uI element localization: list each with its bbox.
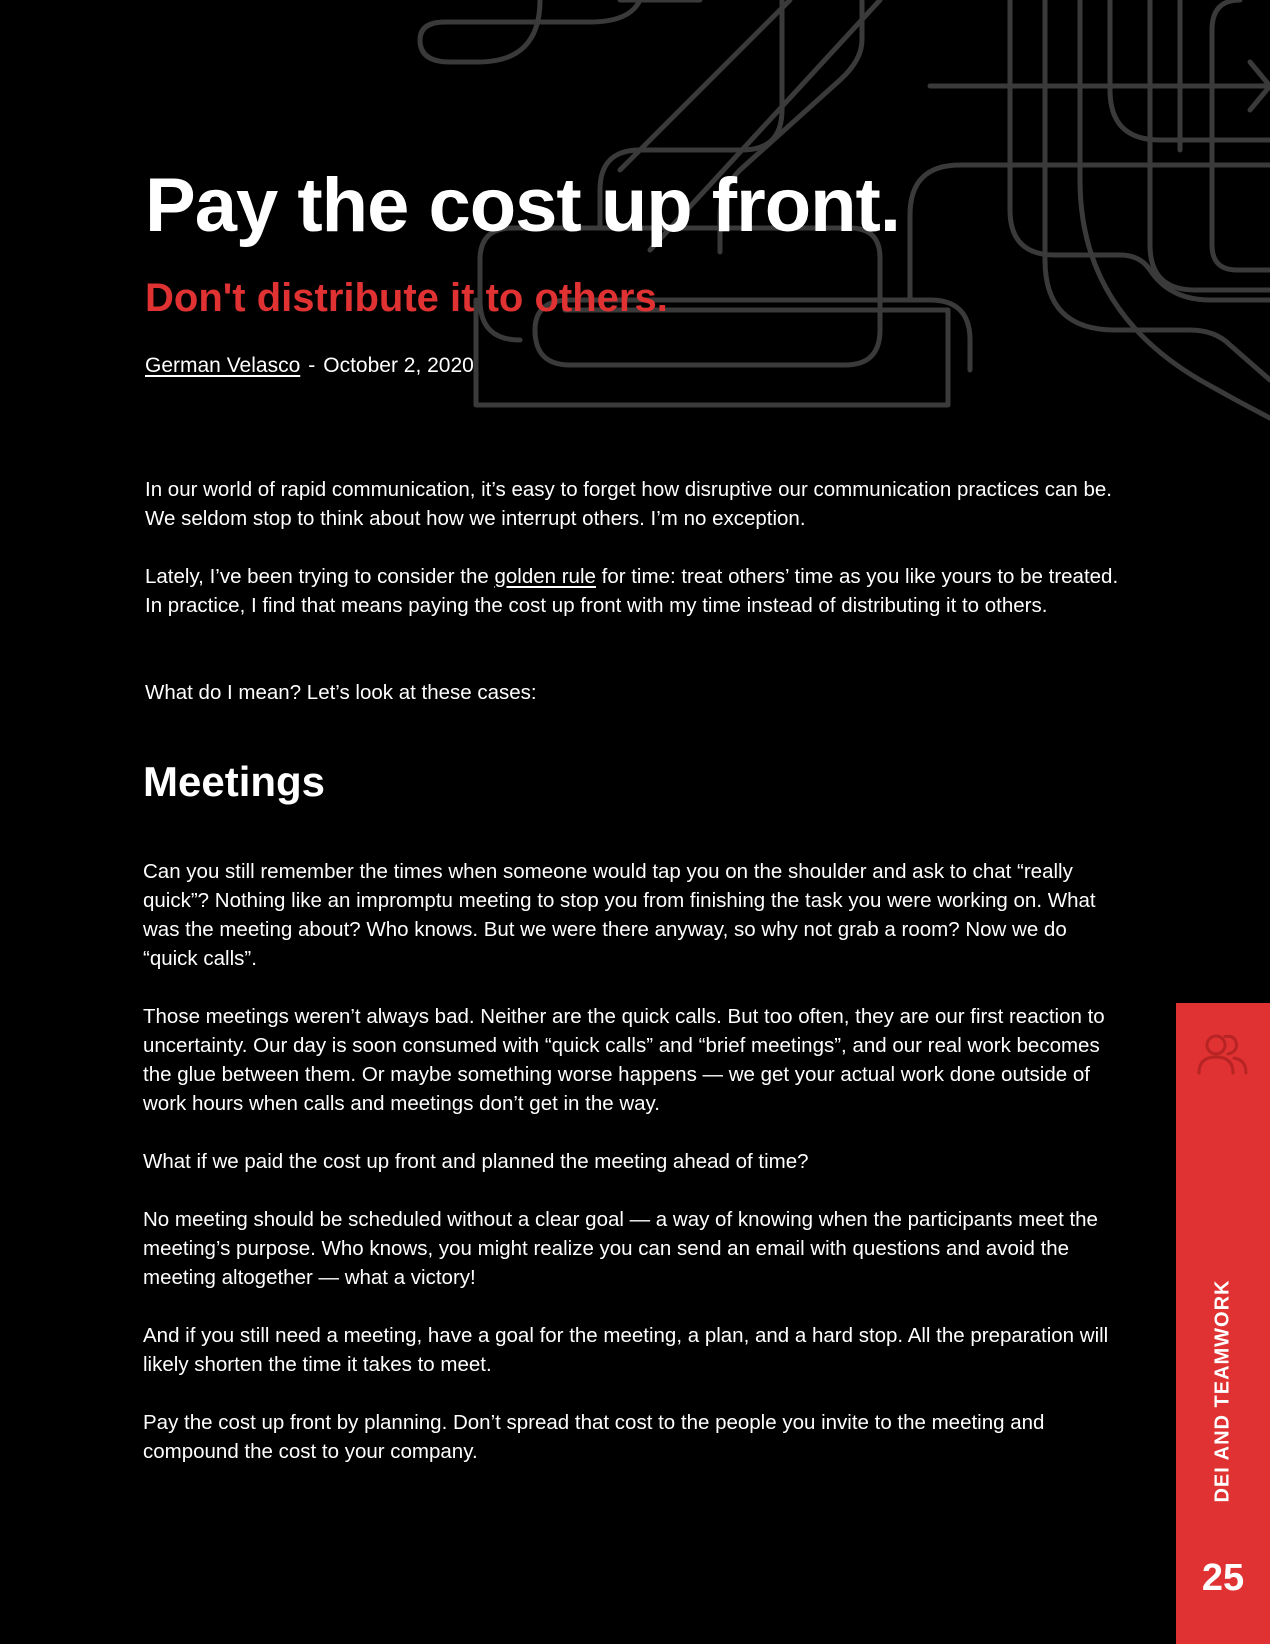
meetings-paragraph-1: Can you still remember the times when someone would tap you on the shoulder and ask to chat “really quick”? Nothing like an impromptu meeting to stop you from finishing the task you were working on. What was the meeting about? Who knows. But we were there anyway, so why not grab a room? Now we do “quick calls”. — [143, 860, 1096, 970]
author-link[interactable]: German Velasco — [145, 354, 301, 377]
meetings-paragraph-4: No meeting should be scheduled without a clear goal — a way of knowing when the participants meet the meeting’s purpose. Who knows, you might realize you can send an email with questions and avoid the meeting altogether — what a victory! — [143, 1208, 1098, 1289]
intro-p2-text-after: for time: treat others’ time as you like yours to be treated. In practice, I find that means paying the cost up front with my time instead of distributing it to others. — [145, 565, 1119, 617]
page-number: 25 — [1201, 1557, 1245, 1599]
byline-separator: - — [308, 354, 316, 377]
article-title: Pay the cost up front. — [145, 163, 900, 248]
section-heading-meetings: Meetings — [143, 758, 326, 805]
meetings-paragraph-3: What if we paid the cost up front and planned the meeting ahead of time? — [143, 1150, 809, 1173]
section-label: DEI AND TEAMWORK — [1211, 1279, 1234, 1503]
intro-paragraph-1: In our world of rapid communication, it’s easy to forget how disruptive our communication practices can be. We seldom stop to think about how we interrupt others. I’m no exception. — [145, 478, 1113, 530]
publish-date: October 2, 2020 — [323, 354, 474, 377]
meetings-paragraph-2: Those meetings weren’t always bad. Neither are the quick calls. But too often, they are our first reaction to uncertainty. Our day is soon consumed with “quick calls” and “brief meetings”, and our real work becomes the glue between them. Or maybe something worse happens — we get your actual work done outside of work hours when calls and meetings don’t get in the way. — [143, 1005, 1105, 1115]
intro-paragraph-2 — [145, 562, 1125, 620]
people-icon — [1197, 1031, 1249, 1075]
byline — [145, 352, 474, 380]
intro-p2-text-before: Lately, I’ve been trying to consider the — [145, 565, 495, 588]
article-subtitle: Don't distribute it to others. — [145, 276, 668, 320]
golden-rule-link[interactable]: golden rule — [494, 565, 596, 588]
intro-paragraph-3: What do I mean? Let’s look at these cases: — [145, 681, 537, 704]
meetings-paragraph-6: Pay the cost up front by planning. Don’t spread that cost to the people you invite to the meeting and compound the cost to your company. — [143, 1411, 1045, 1463]
meetings-paragraph-5: And if you still need a meeting, have a goal for the meeting, a plan, and a hard stop. All the preparation will likely shorten the time it takes to meet. — [143, 1324, 1109, 1376]
